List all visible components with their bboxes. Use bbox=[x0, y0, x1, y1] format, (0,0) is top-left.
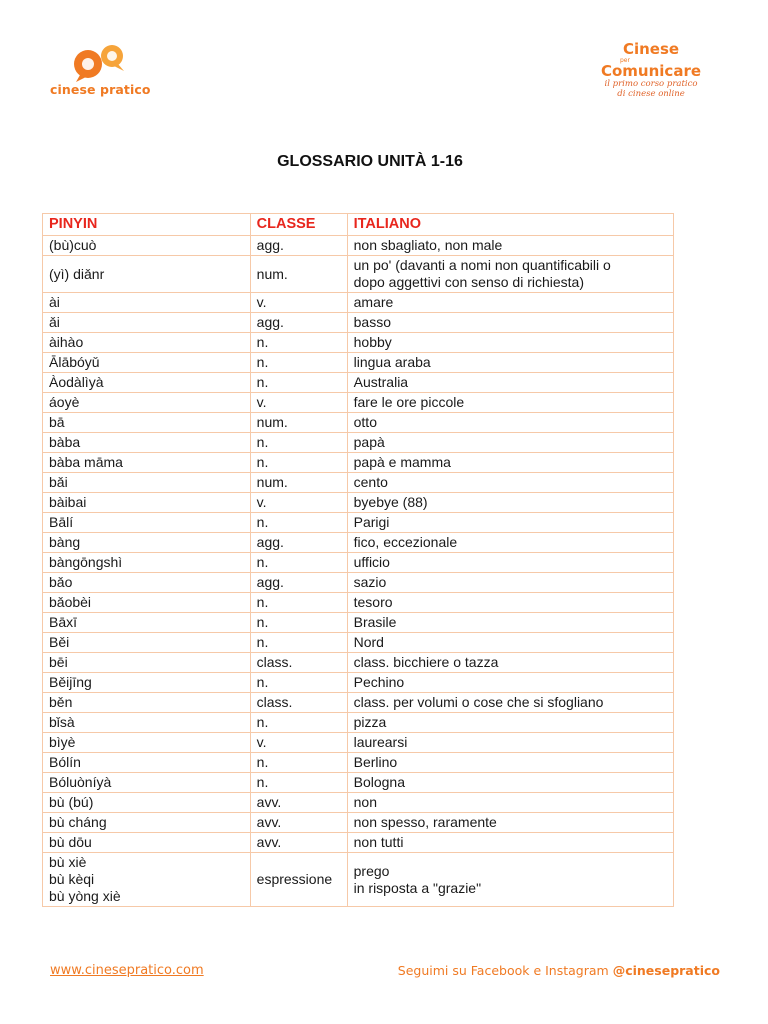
cinese-pratico-logo bbox=[50, 42, 160, 102]
cell-italiano: tesoro bbox=[347, 593, 673, 613]
table-row bbox=[43, 256, 674, 293]
cell-classe: n. bbox=[250, 593, 347, 613]
table-row bbox=[43, 753, 674, 773]
cell-classe: n. bbox=[250, 333, 347, 353]
cell-classe: n. bbox=[250, 633, 347, 653]
table-row bbox=[43, 633, 674, 653]
cell-italiano: fare le ore piccole bbox=[347, 393, 673, 413]
cell-pinyin: bàngōngshì bbox=[43, 553, 251, 573]
cell-classe: num. bbox=[250, 473, 347, 493]
speech-bubbles-icon bbox=[66, 42, 132, 82]
logo-line-2: per bbox=[620, 57, 630, 64]
cell-pinyin: Bāxī bbox=[43, 613, 251, 633]
header-pinyin: PINYIN bbox=[43, 214, 251, 236]
cell-classe: espressione bbox=[250, 853, 347, 907]
cell-pinyin: Bālí bbox=[43, 513, 251, 533]
cell-italiano: class. per volumi o cose che si sfogliano bbox=[347, 693, 673, 713]
table-row bbox=[43, 333, 674, 353]
cell-pinyin: bàba māma bbox=[43, 453, 251, 473]
social-footer bbox=[398, 963, 720, 978]
cell-classe: n. bbox=[250, 373, 347, 393]
cell-italiano: non tutti bbox=[347, 833, 673, 853]
cell-classe: v. bbox=[250, 493, 347, 513]
cell-pinyin: áoyè bbox=[43, 393, 251, 413]
table-row bbox=[43, 293, 674, 313]
cell-italiano: non sbagliato, non male bbox=[347, 236, 673, 256]
cell-italiano: papà bbox=[347, 433, 673, 453]
table-row bbox=[43, 793, 674, 813]
cell-italiano: pizza bbox=[347, 713, 673, 733]
cell-italiano: amare bbox=[347, 293, 673, 313]
cell-italiano: lingua araba bbox=[347, 353, 673, 373]
table-row bbox=[43, 853, 674, 907]
cell-classe: v. bbox=[250, 733, 347, 753]
cell-pinyin: bā bbox=[43, 413, 251, 433]
cell-pinyin: bìyè bbox=[43, 733, 251, 753]
cell-italiano: Bologna bbox=[347, 773, 673, 793]
cell-pinyin: bēi bbox=[43, 653, 251, 673]
cell-classe: n. bbox=[250, 753, 347, 773]
logo-brand-text: cinese pratico bbox=[50, 82, 151, 97]
table-row bbox=[43, 593, 674, 613]
table-row bbox=[43, 573, 674, 593]
table-row bbox=[43, 413, 674, 433]
logo-line-3: Comunicare bbox=[600, 62, 702, 80]
cell-pinyin: Bólín bbox=[43, 753, 251, 773]
cell-italiano: Nord bbox=[347, 633, 673, 653]
table-row bbox=[43, 713, 674, 733]
cell-pinyin: bǎobèi bbox=[43, 593, 251, 613]
header-classe: CLASSE bbox=[250, 214, 347, 236]
cell-italiano: Pechino bbox=[347, 673, 673, 693]
table-header-row bbox=[43, 214, 674, 236]
cell-classe: avv. bbox=[250, 793, 347, 813]
cell-classe: n. bbox=[250, 513, 347, 533]
cell-pinyin: bàibai bbox=[43, 493, 251, 513]
cell-pinyin: Bóluòníyà bbox=[43, 773, 251, 793]
cell-italiano: non bbox=[347, 793, 673, 813]
cell-italiano: ufficio bbox=[347, 553, 673, 573]
cell-italiano: prego in risposta a "grazie" bbox=[347, 853, 673, 907]
header-italiano: ITALIANO bbox=[347, 214, 673, 236]
cell-pinyin: Běijīng bbox=[43, 673, 251, 693]
cell-classe: avv. bbox=[250, 833, 347, 853]
cell-pinyin: (bù)cuò bbox=[43, 236, 251, 256]
table-row bbox=[43, 773, 674, 793]
cell-classe: num. bbox=[250, 256, 347, 293]
cell-classe: n. bbox=[250, 433, 347, 453]
page-title: GLOSSARIO UNITÀ 1-16 bbox=[277, 153, 463, 170]
cell-pinyin: bàba bbox=[43, 433, 251, 453]
cell-italiano: non spesso, raramente bbox=[347, 813, 673, 833]
cell-pinyin: Běi bbox=[43, 633, 251, 653]
cell-pinyin: àihào bbox=[43, 333, 251, 353]
table-row bbox=[43, 493, 674, 513]
cell-italiano: sazio bbox=[347, 573, 673, 593]
table-row bbox=[43, 513, 674, 533]
cinese-per-comunicare-logo bbox=[596, 42, 706, 114]
table-row bbox=[43, 833, 674, 853]
table-row bbox=[43, 613, 674, 633]
cell-italiano: Australia bbox=[347, 373, 673, 393]
table-row bbox=[43, 533, 674, 553]
logo-tagline-1: il primo corso pratico bbox=[604, 79, 698, 89]
table-body bbox=[43, 236, 674, 907]
cell-pinyin: (yì) diǎnr bbox=[43, 256, 251, 293]
table-row bbox=[43, 393, 674, 413]
cell-italiano: class. bicchiere o tazza bbox=[347, 653, 673, 673]
table-row bbox=[43, 553, 674, 573]
cell-italiano: Berlino bbox=[347, 753, 673, 773]
cell-pinyin: bǐsà bbox=[43, 713, 251, 733]
cell-italiano: otto bbox=[347, 413, 673, 433]
cell-pinyin: bǎo bbox=[43, 573, 251, 593]
cell-pinyin: bù (bú) bbox=[43, 793, 251, 813]
table-row bbox=[43, 733, 674, 753]
cell-italiano: fico, eccezionale bbox=[347, 533, 673, 553]
cell-classe: agg. bbox=[250, 236, 347, 256]
table-row bbox=[43, 813, 674, 833]
table-row bbox=[43, 373, 674, 393]
cell-classe: n. bbox=[250, 673, 347, 693]
cell-classe: n. bbox=[250, 613, 347, 633]
table-row bbox=[43, 673, 674, 693]
cell-italiano: byebye (88) bbox=[347, 493, 673, 513]
table-row bbox=[43, 433, 674, 453]
logo-line-1: Cinese bbox=[622, 40, 680, 58]
cell-classe: n. bbox=[250, 773, 347, 793]
cell-pinyin: bù xiè bù kèqi bù yòng xiè bbox=[43, 853, 251, 907]
logo-tagline-2: di cinese online bbox=[617, 89, 685, 99]
table-row bbox=[43, 353, 674, 373]
cell-pinyin: bù cháng bbox=[43, 813, 251, 833]
cell-italiano: cento bbox=[347, 473, 673, 493]
website-link[interactable]: www.cinesepratico.com bbox=[50, 963, 204, 978]
cell-pinyin: bù dōu bbox=[43, 833, 251, 853]
cell-classe: n. bbox=[250, 713, 347, 733]
cell-pinyin: ǎi bbox=[43, 313, 251, 333]
glossary-table bbox=[42, 213, 674, 907]
cell-classe: agg. bbox=[250, 533, 347, 553]
social-text: Seguimi su Facebook e Instagram bbox=[397, 963, 613, 978]
cell-italiano: laurearsi bbox=[347, 733, 673, 753]
cell-pinyin: bǎi bbox=[43, 473, 251, 493]
cell-pinyin: Ālābóyǔ bbox=[43, 353, 251, 373]
cell-classe: v. bbox=[250, 393, 347, 413]
table-row bbox=[43, 313, 674, 333]
cell-classe: num. bbox=[250, 413, 347, 433]
cell-classe: class. bbox=[250, 653, 347, 673]
cell-classe: class. bbox=[250, 693, 347, 713]
cell-italiano: hobby bbox=[347, 333, 673, 353]
table-row bbox=[43, 236, 674, 256]
cell-pinyin: bàng bbox=[43, 533, 251, 553]
cell-classe: agg. bbox=[250, 573, 347, 593]
cell-pinyin: běn bbox=[43, 693, 251, 713]
cell-classe: n. bbox=[250, 553, 347, 573]
cell-classe: agg. bbox=[250, 313, 347, 333]
table-row bbox=[43, 693, 674, 713]
cell-italiano: Parigi bbox=[347, 513, 673, 533]
cell-classe: avv. bbox=[250, 813, 347, 833]
cell-italiano: basso bbox=[347, 313, 673, 333]
cell-classe: n. bbox=[250, 353, 347, 373]
cell-classe: v. bbox=[250, 293, 347, 313]
table-row bbox=[43, 453, 674, 473]
cell-italiano: un po' (davanti a nomi non quantificabili o dopo aggettivi con senso di richiesta) bbox=[347, 256, 673, 293]
cell-classe: n. bbox=[250, 453, 347, 473]
cell-pinyin: ài bbox=[43, 293, 251, 313]
table-row bbox=[43, 653, 674, 673]
cell-pinyin: Àodàlìyà bbox=[43, 373, 251, 393]
table-row bbox=[43, 473, 674, 493]
social-handle[interactable]: @cinesepratico bbox=[612, 963, 720, 978]
cell-italiano: Brasile bbox=[347, 613, 673, 633]
cell-italiano: papà e mamma bbox=[347, 453, 673, 473]
